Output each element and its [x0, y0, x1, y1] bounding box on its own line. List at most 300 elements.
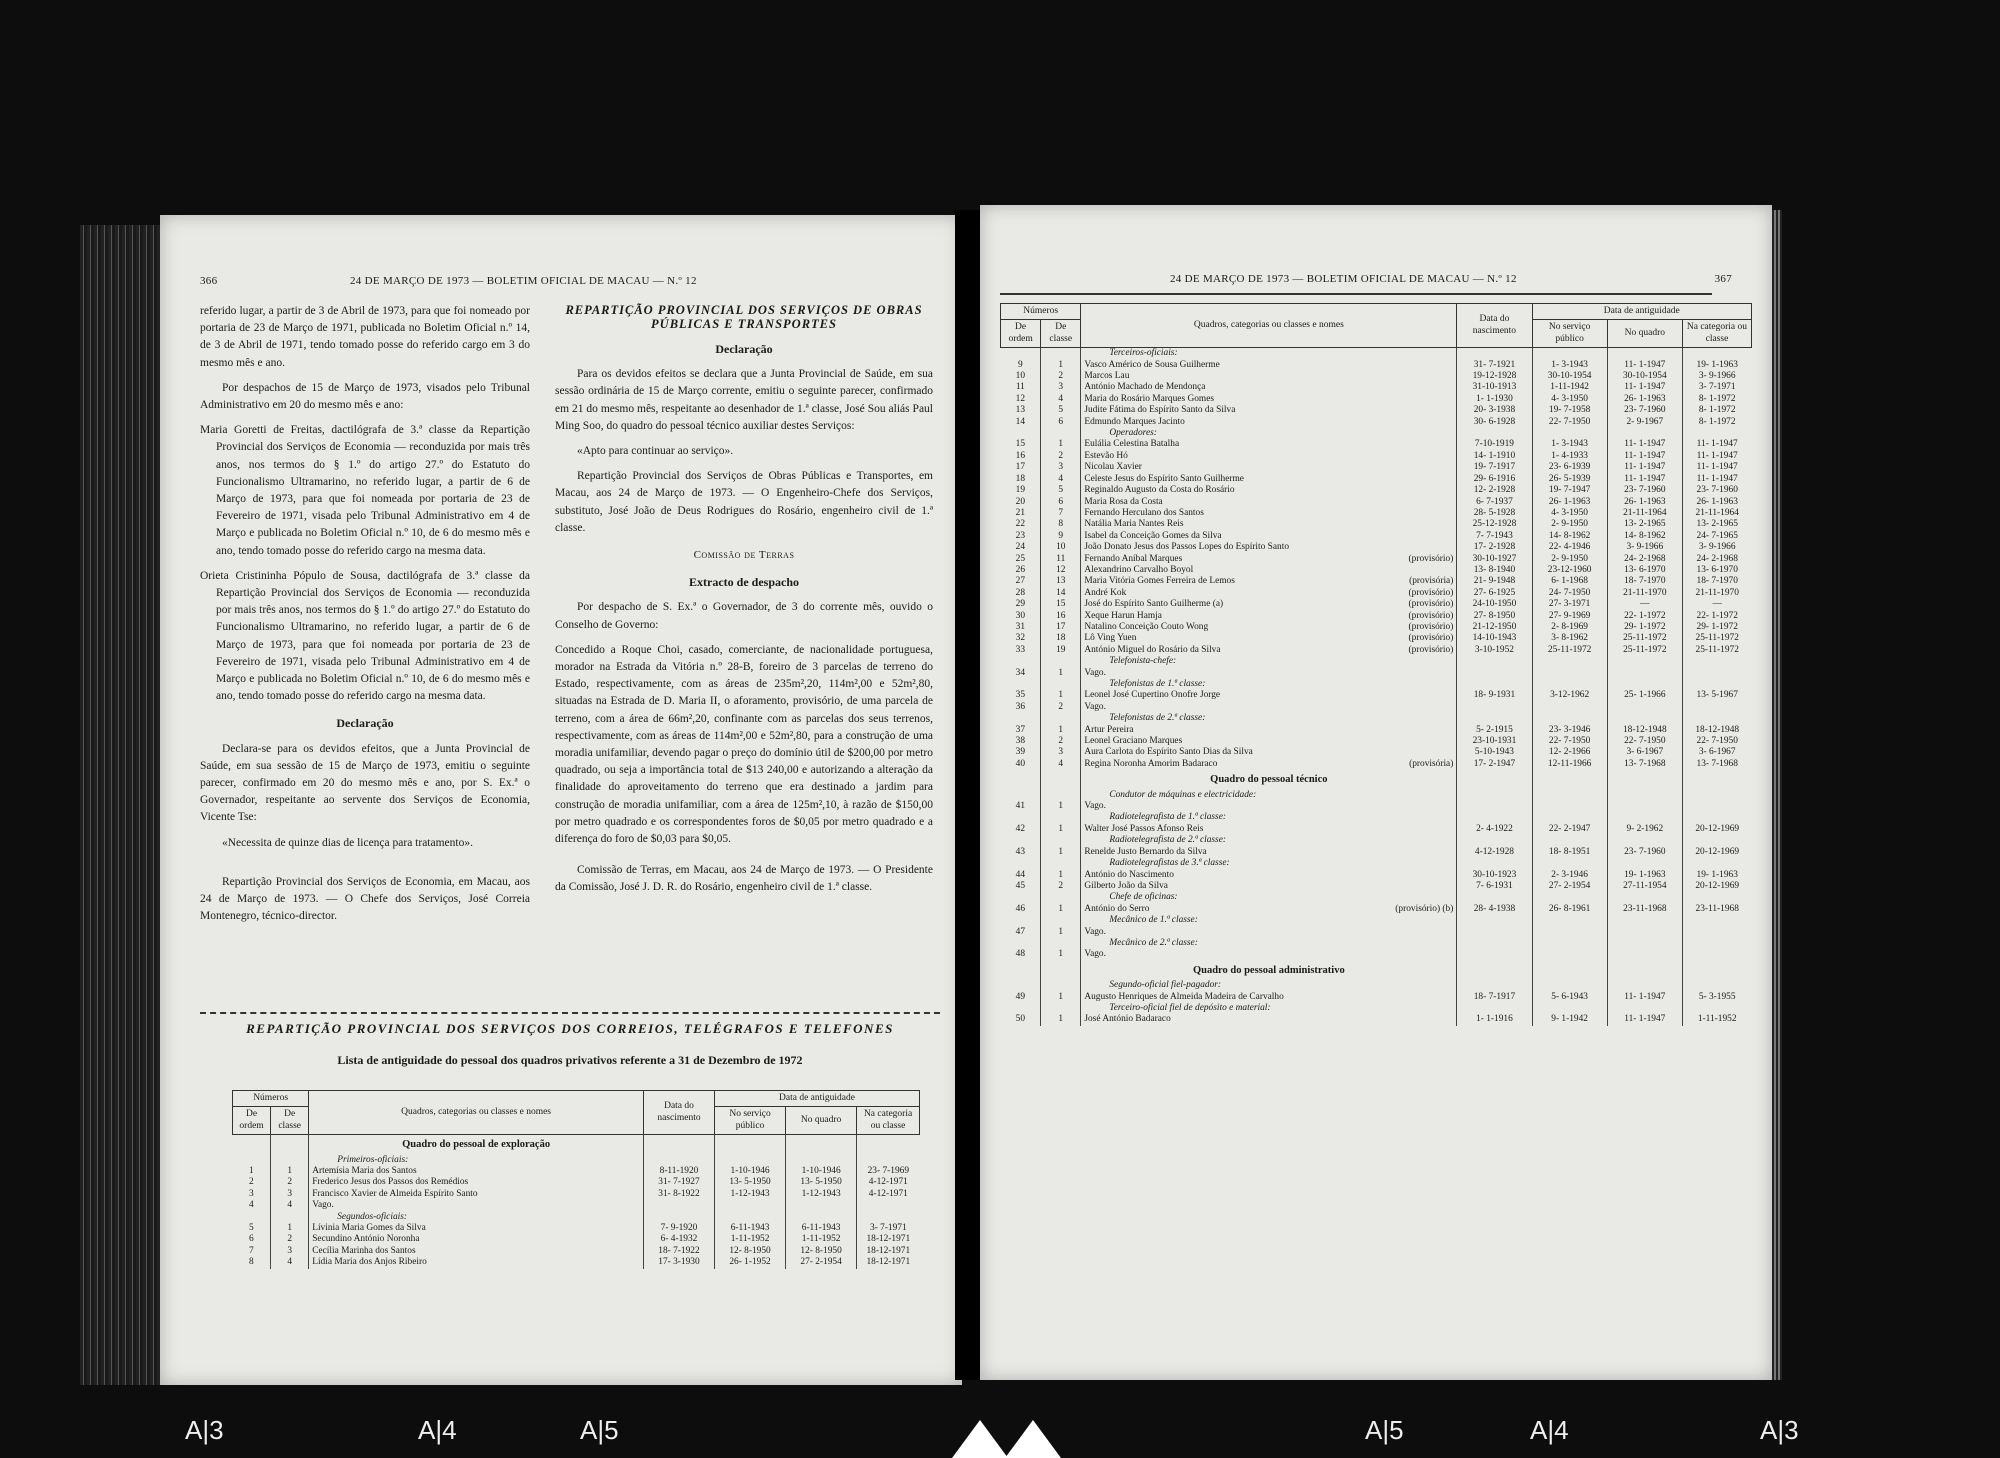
cell-classe: 15: [1041, 599, 1081, 610]
cell-ordem: 35: [1015, 690, 1026, 701]
cell-nascimento: 3-10-1952: [1457, 645, 1532, 656]
cell-ordem: 10: [1015, 371, 1026, 382]
cell-na-categoria: 13- 2-1965: [1682, 519, 1751, 530]
cell-no-quadro: 3- 9-1966: [1607, 542, 1682, 553]
cell-no-quadro: 11- 1-1947: [1607, 474, 1682, 485]
cell-ordem: 24: [1015, 542, 1026, 553]
cell-no-quadro: [1607, 668, 1682, 679]
cell-no-servico: 12-11-1966: [1532, 759, 1607, 770]
table-section-row: [1001, 892, 1752, 903]
cell-na-categoria: 20-12-1969: [1682, 881, 1751, 892]
cell-na-categoria: 21-11-1970: [1682, 588, 1751, 599]
cell-no-quadro: 26- 1-1963: [1607, 497, 1682, 508]
cell: [233, 1212, 271, 1223]
cell-na-categoria: 11- 1-1947: [1682, 474, 1751, 485]
cell-name: Vago.: [1084, 926, 1106, 937]
col-no-quadro: No quadro: [1607, 320, 1682, 348]
cell: [1457, 770, 1532, 789]
cell-ordem: 36: [1015, 701, 1026, 712]
table-row: [1001, 747, 1752, 758]
table-row: [1001, 462, 1752, 473]
cell-no-quadro: —: [1607, 599, 1682, 610]
cell: [1041, 770, 1081, 789]
cell-ordem: 17: [1015, 462, 1026, 473]
cell: [233, 1135, 271, 1155]
cell-no-quadro: 18- 7-1970: [1607, 576, 1682, 587]
seniority-table-left: [232, 1090, 920, 1269]
cell: [233, 1155, 271, 1166]
col-quadros: Quadros, categorias ou classes e nomes: [1081, 304, 1457, 348]
cell-no-servico: 4- 3-1950: [1532, 508, 1607, 519]
cell-name: Secundino António Noronha: [312, 1234, 420, 1245]
cell: [643, 1135, 714, 1155]
cell: [1532, 938, 1607, 949]
cell-classe: 7: [1041, 508, 1081, 519]
cell: [271, 1212, 309, 1223]
table-row: [1001, 565, 1752, 576]
table-row: [1001, 690, 1752, 701]
table-row: [1001, 1014, 1752, 1025]
col-no-servico: No serviço público: [715, 1107, 786, 1135]
cell: [1682, 428, 1751, 439]
cell-no-quadro: 11- 1-1947: [1607, 451, 1682, 462]
cell-na-categoria: 29- 1-1972: [1682, 622, 1751, 633]
cell-nascimento: [1457, 668, 1532, 679]
cell-na-categoria: [857, 1200, 920, 1211]
col-no-servico: No serviço público: [1532, 320, 1607, 348]
cell: [271, 1155, 309, 1166]
cell-classe: 2: [271, 1234, 309, 1245]
cell-nascimento: 7-10-1919: [1457, 439, 1532, 450]
table-row: [1001, 508, 1752, 519]
cell-no-servico: 22- 2-1947: [1532, 824, 1607, 835]
cell-name: Artur Pereira: [1084, 724, 1134, 735]
cell-na-categoria: [1682, 668, 1751, 679]
col-no-quadro: No quadro: [786, 1107, 857, 1135]
cell-nascimento: 1- 1-1916: [1457, 1014, 1532, 1025]
cell: [1607, 858, 1682, 869]
cell: [1001, 858, 1041, 869]
cell-ordem: 41: [1015, 801, 1026, 812]
cell-nascimento: 30- 6-1928: [1457, 417, 1532, 428]
cell-nascimento: 18- 9-1931: [1457, 690, 1532, 701]
table-section-row: [1001, 790, 1752, 801]
cell-no-servico: 26- 8-1961: [1532, 904, 1607, 915]
cell: [1457, 835, 1532, 846]
cell-na-categoria: 20-12-1969: [1682, 847, 1751, 858]
cell: [1041, 1003, 1081, 1014]
cell-name: Frederico Jesus dos Passos dos Remédios: [312, 1177, 469, 1188]
cell-no-quadro: 26- 1-1963: [1607, 394, 1682, 405]
cell-nascimento: 13- 8-1940: [1457, 565, 1532, 576]
cell: [1001, 348, 1041, 360]
cell-classe: 2: [1041, 451, 1081, 462]
cell-name: Vago.: [1084, 801, 1106, 812]
cell-no-servico: 27- 9-1969: [1532, 611, 1607, 622]
cell-nascimento: 29- 6-1916: [1457, 474, 1532, 485]
cell-status: (provisória): [1409, 576, 1454, 587]
cell-ordem: 2: [248, 1177, 254, 1188]
cell-ordem: 13: [1015, 405, 1026, 416]
cell: [1607, 348, 1682, 360]
cell: [1607, 961, 1682, 980]
film-mark: A|4: [418, 1415, 457, 1445]
quote: «Necessita de quinze dias de licença para tratamento».: [222, 836, 473, 849]
cell: [786, 1155, 857, 1166]
cell-ordem: 21: [1015, 507, 1026, 518]
cell: [1041, 790, 1081, 801]
cell-nascimento: 5-10-1943: [1457, 747, 1532, 758]
cell: [1001, 713, 1041, 724]
cell-classe: 1: [1041, 824, 1081, 835]
col-na-categoria: Na categoria ou classe: [857, 1107, 920, 1135]
cell-no-servico: 22- 7-1950: [1532, 736, 1607, 747]
cell-no-quadro: 23- 7-1960: [1607, 405, 1682, 416]
cell-nascimento: 2- 4-1922: [1457, 824, 1532, 835]
cell-status: (provisório): [1408, 553, 1454, 564]
cell-no-servico: 6-11-1943: [715, 1223, 786, 1234]
cell-name: Gilberto João da Silva: [1084, 880, 1168, 891]
cell-ordem: 31: [1015, 621, 1026, 632]
film-mark: A|5: [1365, 1415, 1404, 1445]
cell-no-servico: 18- 8-1951: [1532, 847, 1607, 858]
cell-nascimento: [1457, 702, 1532, 713]
cell: [1682, 892, 1751, 903]
cell-na-categoria: 18-12-1971: [857, 1234, 920, 1245]
cell-na-categoria: 20-12-1969: [1682, 824, 1751, 835]
cell: [1607, 915, 1682, 926]
cell-nascimento: 31- 7-1927: [643, 1177, 714, 1188]
cell-no-quadro: 11- 1-1947: [1607, 462, 1682, 473]
cell: [1457, 428, 1532, 439]
cell-classe: 1: [1041, 668, 1081, 679]
cell-name: António do Nascimento: [1084, 869, 1174, 880]
cell-ordem: 46: [1015, 903, 1026, 914]
col-de-ordem: De ordem: [1001, 320, 1041, 348]
table-row: [1001, 405, 1752, 416]
cell: [1001, 980, 1041, 991]
cell-name: Natalino Conceição Couto Wong: [1084, 621, 1209, 632]
cell-nascimento: 17- 2-1947: [1457, 759, 1532, 770]
cell: [1607, 835, 1682, 846]
paragraph: Declara-se para os devidos efeitos, que a Junta Provincial de Saúde, em sua sessão de 15 de Março de 1973, emitiu o seguinte parecer, confirmado em 20 do mesmo mês e ano, por S. Ex.ª o Governador, respeitante ao servente dos Serviços de Economia, Vicente Tse:: [200, 742, 530, 824]
cell-no-servico: 22- 4-1946: [1532, 542, 1607, 553]
cell-no-servico: 19- 7-1958: [1532, 405, 1607, 416]
col-data-nascimento: Data do nascimento: [1457, 304, 1532, 348]
film-marker-triangle: [1005, 1420, 1061, 1458]
cell: [1457, 892, 1532, 903]
cell-na-categoria: 3- 7-1971: [1682, 382, 1751, 393]
cell-nascimento: 27- 6-1925: [1457, 588, 1532, 599]
cell-no-quadro: 11- 1-1947: [1607, 382, 1682, 393]
table-row: [1001, 633, 1752, 644]
table-row: [1001, 360, 1752, 371]
section-label: Telefonistas de 1.ª classe:: [1081, 679, 1457, 690]
left-column: [200, 303, 530, 934]
table-row: [233, 1200, 920, 1211]
cell-na-categoria: 3- 7-1971: [857, 1223, 920, 1234]
cell: [715, 1212, 786, 1223]
cell-ordem: 43: [1015, 846, 1026, 857]
cell-no-servico: 9- 1-1942: [1532, 1014, 1607, 1025]
cell-name: Leonel José Cupertino Onofre Jorge: [1084, 690, 1221, 701]
section-label: Segundos-oficiais:: [309, 1212, 644, 1223]
table-row: [233, 1189, 920, 1200]
table-row: [1001, 736, 1752, 747]
cell: [1041, 812, 1081, 823]
cell-nascimento: 7- 7-1943: [1457, 531, 1532, 542]
cell: [1532, 892, 1607, 903]
cell-ordem: 12: [1015, 393, 1026, 404]
header-title: 24 DE MARÇO DE 1973 — BOLETIM OFICIAL DE MACAU — N.º 12: [1170, 273, 1517, 285]
cell-classe: 1: [1041, 949, 1081, 960]
cell: [1607, 1003, 1682, 1014]
film-mark: A|3: [185, 1415, 224, 1445]
cell-classe: 2: [1041, 371, 1081, 382]
table-row: [1001, 881, 1752, 892]
cell-name: Artemísia Maria dos Santos: [312, 1166, 417, 1177]
table-row: [233, 1234, 920, 1245]
cell-na-categoria: 21-11-1964: [1682, 508, 1751, 519]
cell-no-quadro: [1607, 927, 1682, 938]
cell-classe: 5: [1041, 485, 1081, 496]
cell-na-categoria: 1-11-1952: [1682, 1014, 1751, 1025]
cell-ordem: 14: [1015, 416, 1026, 427]
col-quadros: Quadros, categorias ou classes e nomes: [309, 1091, 644, 1135]
cell-classe: 10: [1041, 542, 1081, 553]
cell-no-quadro: 21-11-1970: [1607, 588, 1682, 599]
cell: [1001, 656, 1041, 667]
cell: [1682, 713, 1751, 724]
table-row: [1001, 417, 1752, 428]
cell-ordem: 39: [1015, 747, 1026, 758]
cell-name: Xeque Harun Hamja: [1084, 610, 1162, 621]
cell-no-servico: 4- 3-1950: [1532, 394, 1607, 405]
cell: [1607, 892, 1682, 903]
table-row: [233, 1257, 920, 1268]
cell-status: (provisório): [1408, 599, 1454, 610]
cell-nascimento: 28- 4-1938: [1457, 904, 1532, 915]
cell-name: Vago.: [1084, 667, 1106, 678]
cell-no-quadro: 13- 6-1970: [1607, 565, 1682, 576]
cell-ordem: 48: [1015, 949, 1026, 960]
cell-name: José António Badaraco: [1084, 1014, 1171, 1025]
section-label: Primeiros-oficiais:: [309, 1155, 644, 1166]
cell: [1457, 679, 1532, 690]
cell-no-quadro: [1607, 702, 1682, 713]
section-heading: Extracto de despacho: [689, 575, 799, 590]
table-row: [1001, 992, 1752, 1003]
cell: [1532, 915, 1607, 926]
cell: [1041, 835, 1081, 846]
cell-classe: 2: [1041, 881, 1081, 892]
section-label: Telefonista-chefe:: [1081, 656, 1457, 667]
table-row: [1001, 668, 1752, 679]
page-number: 366: [200, 275, 218, 287]
cell-na-categoria: 22- 7-1950: [1682, 736, 1751, 747]
cell-name: Celeste Jesus do Espírito Santo Guilherme: [1084, 473, 1244, 484]
cell-name: Lídia Maria dos Anjos Ribeiro: [312, 1257, 427, 1268]
table-section-row: [233, 1135, 920, 1155]
cell-name: Maria Vitória Gomes Ferreira de Lemos: [1084, 576, 1235, 587]
cell-ordem: 20: [1015, 496, 1026, 507]
cell-ordem: 50: [1015, 1014, 1026, 1025]
cell-nascimento: 25-12-1928: [1457, 519, 1532, 530]
cell-na-categoria: 3- 9-1966: [1682, 371, 1751, 382]
table-row: [1001, 588, 1752, 599]
cell-classe: 5: [1041, 405, 1081, 416]
header-title: 24 DE MARÇO DE 1973 — BOLETIM OFICIAL DE MACAU — N.º 12: [350, 275, 697, 287]
section-label: Terceiros-oficiais:: [1081, 348, 1457, 360]
table-row: [1001, 474, 1752, 485]
cell-no-servico: [715, 1200, 786, 1211]
cell: [715, 1135, 786, 1155]
cell-nascimento: 24-10-1950: [1457, 599, 1532, 610]
cell-nascimento: 7- 6-1931: [1457, 881, 1532, 892]
cell-nascimento: 31- 8-1922: [643, 1189, 714, 1200]
cell: [1532, 858, 1607, 869]
section-label: Radiotelegrafista de 1.ª classe:: [1081, 812, 1457, 823]
cell-ordem: 42: [1015, 823, 1026, 834]
paragraph: referido lugar, a partir de 3 de Abril de 1973, para que foi nomeado por portaria de 23 de Março de 1971, publicada no Boletim Oficial n.º 14, de 3 de Abril de 1971, tendo tomado posse do referido cargo em 3 do mesmo mês e ano.: [200, 305, 530, 369]
table-section-row: [1001, 713, 1752, 724]
table-section-row: [1001, 1003, 1752, 1014]
cell-no-quadro: 23-11-1968: [1607, 904, 1682, 915]
cell-nascimento: [643, 1200, 714, 1211]
table-row: [1001, 847, 1752, 858]
page-number: 367: [1714, 273, 1732, 285]
cell-name: João Donato Jesus dos Passos Lopes do Espírito Santo: [1084, 542, 1290, 553]
list-title: Lista de antiguidade do pessoal dos quadros privativos referente a 31 de Dezembro de 1972: [337, 1053, 803, 1067]
cell-no-quadro: 13- 5-1950: [786, 1177, 857, 1188]
cell-no-servico: 12- 8-1950: [715, 1246, 786, 1257]
cell-nascimento: 1- 1-1930: [1457, 394, 1532, 405]
cell-classe: 1: [1041, 725, 1081, 736]
cell-no-servico: 2- 9-1950: [1532, 554, 1607, 565]
cell: [1532, 961, 1607, 980]
cell-no-servico: 5- 6-1943: [1532, 992, 1607, 1003]
cell-classe: 4: [1041, 759, 1081, 770]
cell: [1682, 656, 1751, 667]
table-row: [1001, 622, 1752, 633]
cell-name: Vasco Américo de Sousa Guilherme: [1084, 359, 1220, 370]
cell-ordem: 11: [1015, 382, 1025, 393]
cell-name: António Miguel do Rosário da Silva: [1084, 644, 1221, 655]
paragraph: Concedido a Roque Choi, casado, comerciante, de nacionalidade portuguesa, morador na Estrada da Vitória n.º 28-B, foreiro de 3 parcelas de terreno do Estado, respectivamente, com as áreas de 235m²,20, 114m²,00 e 52m²,80, situadas na Estrada de D. Maria II, o aforamento, provisório, de uma parcela de terreno, com a área de 66m²,20, confinante com as parcelas dos seus terrenos, respectivamente, com as áreas de 114m²,00 e 52m²,80, para a construção de uma moradia unifamiliar, devendo pagar o preço do domínio útil de $200,00 por metro quadrado, ou seja a importância total de $13 240,00 e autorizando a alteração da finalidade do aproveitamento do terreno que era destinado a jardim para construção de moradia unifamiliar, com a área de 125m²,10, à razão de $150,00 por metro quadrado e os correspondentes foros de $0,05 por metro quadrado e a diferença do foro de $0,03 para $0,05.: [555, 643, 933, 846]
cell: [1682, 961, 1751, 980]
cell-no-quadro: 25-11-1972: [1607, 645, 1682, 656]
cell-ordem: 30: [1015, 610, 1026, 621]
cell: [1457, 348, 1532, 360]
cell: [1001, 938, 1041, 949]
cell-nascimento: 6- 4-1932: [643, 1234, 714, 1245]
table-section-row: [233, 1155, 920, 1166]
cell-no-quadro: 11- 1-1947: [1607, 992, 1682, 1003]
cell-name: Leonel Graciano Marques: [1084, 736, 1183, 747]
cell: [1041, 892, 1081, 903]
cell-ordem: 5: [248, 1223, 254, 1234]
cell-status: (provisório): [1408, 644, 1454, 655]
col-numeros: Números: [1001, 304, 1081, 320]
table-row: [1001, 801, 1752, 812]
cell-nascimento: 31- 7-1921: [1457, 360, 1532, 371]
cell-na-categoria: [1682, 702, 1751, 713]
table-row: [1001, 927, 1752, 938]
cell: [1682, 348, 1751, 360]
cell-no-quadro: 22- 7-1950: [1607, 736, 1682, 747]
cell-no-quadro: 9- 2-1962: [1607, 824, 1682, 835]
cell-no-quadro: 13- 2-1965: [1607, 519, 1682, 530]
cell-no-servico: 23- 6-1939: [1532, 462, 1607, 473]
cell-ordem: 9: [1017, 359, 1023, 370]
cell-na-categoria: 26- 1-1963: [1682, 497, 1751, 508]
cell-ordem: 7: [248, 1245, 254, 1256]
table-row: [1001, 531, 1752, 542]
cell-name: José do Espírito Santo Guilherme (a): [1084, 599, 1224, 610]
cell: [1041, 915, 1081, 926]
cell-no-quadro: 6-11-1943: [786, 1223, 857, 1234]
cell-nascimento: 31-10-1913: [1457, 382, 1532, 393]
cell-ordem: 34: [1015, 667, 1026, 678]
cell-classe: 3: [271, 1189, 309, 1200]
cell-nascimento: 17- 2-1928: [1457, 542, 1532, 553]
cell-na-categoria: 19- 1-1963: [1682, 360, 1751, 371]
section-label: Operadores:: [1081, 428, 1457, 439]
cell-na-categoria: 3- 9-1966: [1682, 542, 1751, 553]
cell: [786, 1212, 857, 1223]
cell: [1532, 790, 1607, 801]
cell-name: Nicolau Xavier: [1084, 462, 1142, 473]
cell-name: Regina Noronha Amorim Badaraco: [1084, 758, 1218, 769]
cell-ordem: 3: [248, 1188, 254, 1199]
table-row: [1001, 554, 1752, 565]
cell-na-categoria: —: [1682, 599, 1751, 610]
cell-classe: 1: [1041, 360, 1081, 371]
cell-name: Francisco Xavier de Almeida Espírito Santo: [312, 1188, 478, 1199]
right-page: [980, 205, 1772, 1380]
cell-classe: 1: [1041, 904, 1081, 915]
cell: [1457, 812, 1532, 823]
cell-ordem: 44: [1015, 869, 1026, 880]
table-row: [1001, 576, 1752, 587]
cell-name: Vago.: [1084, 701, 1106, 712]
cell-nascimento: 20- 3-1938: [1457, 405, 1532, 416]
cell-classe: 1: [1041, 870, 1081, 881]
cell: [1682, 980, 1751, 991]
cell-nascimento: [1457, 949, 1532, 960]
cell-na-categoria: 13- 5-1967: [1682, 690, 1751, 701]
cell-status: (provisório): [1408, 587, 1454, 598]
cell: [1041, 656, 1081, 667]
cell-no-servico: 26- 5-1939: [1532, 474, 1607, 485]
cell-no-quadro: 1-11-1952: [786, 1234, 857, 1245]
cell-nascimento: 17- 3-1930: [643, 1257, 714, 1268]
cell: [1607, 679, 1682, 690]
table-row: [1001, 949, 1752, 960]
cell-status: (provisório): [1408, 633, 1454, 644]
cell-nascimento: [1457, 927, 1532, 938]
table-row: [1001, 759, 1752, 770]
cell-ordem: 15: [1015, 439, 1026, 450]
section-label: Condutor de máquinas e electricidade:: [1081, 790, 1457, 801]
cell: [1682, 835, 1751, 846]
table-body: [233, 1135, 920, 1269]
table-row: [1001, 382, 1752, 393]
cell-nascimento: 14-10-1943: [1457, 633, 1532, 644]
cell-ordem: 4: [248, 1200, 254, 1211]
section-label: Mecânico de 2.ª classe:: [1081, 938, 1457, 949]
cell: [1682, 938, 1751, 949]
